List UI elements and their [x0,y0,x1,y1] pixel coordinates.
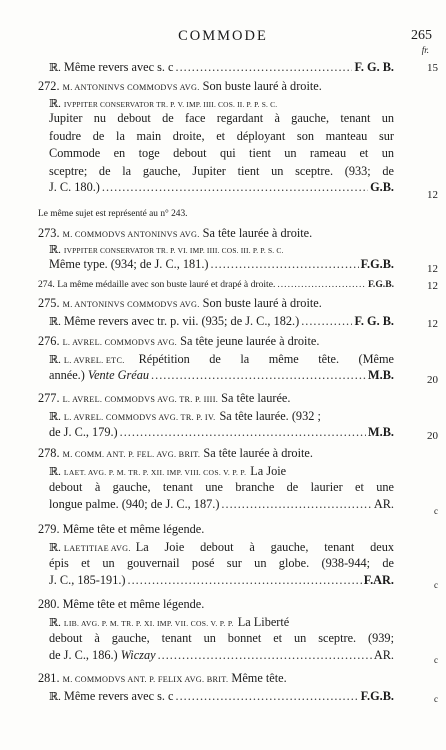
entry-number: 273. [38,226,60,240]
leader-dots [176,60,353,75]
price: 12 [427,318,438,330]
entry-text: Même revers avec tr. p. vii. (935; de J. C., 182.) [63,314,300,328]
obverse-legend: M. COMMODVS ANTONINVS AVG. [62,230,200,239]
reverse-mark: ℝ. [49,691,61,703]
entry-text: Même revers avec s. c [63,60,174,74]
entry-text: de J. C., 179.) [49,425,118,439]
entry-line [38,497,394,512]
reverse-mark: ℝ. [49,62,61,74]
entry-line [38,368,394,383]
reverse-legend-line [38,243,394,256]
leader-dots [211,257,359,272]
reverse-mark: ℝ. [49,354,61,366]
desc-line: La Joie debout à gauche, tenant deux [135,540,394,554]
entry-line [38,615,394,630]
seller-name: Wiczay [120,647,156,662]
desc-line: Jupiter nu debout de face regardant à gauche, tenant un [49,111,394,125]
desc-line: debout à gauche, tenant une branche de laurier et une [49,480,394,494]
entry-number: 276. [38,334,60,348]
entry-272 [38,79,394,195]
desc-line: La Liberté [237,615,290,629]
description [38,630,394,648]
entry-text: Son buste lauré à droite. [202,79,322,93]
reverse-legend: LAETITIAE AVG. [63,544,131,553]
obverse-legend: M. ANTONINVS COMMODVS AVG. [62,300,200,309]
desc-line: Répétition de la même tête. (Même [138,352,394,366]
grade: F.G.B. [360,689,394,703]
price: 12 [427,280,438,292]
reverse-legend-line [38,97,394,110]
entry-text: Sa tête jeune laurée à droite. [180,334,320,348]
grade: AR. [373,647,394,662]
entry-275 [38,296,394,329]
description [38,110,394,180]
leader-dots [151,368,366,383]
price: c [434,506,438,516]
grade: F. G. B. [354,60,394,74]
desc-line: Sa tête laurée. (932 ; [219,409,321,423]
price: 12 [427,189,438,201]
reverse-legend: LAET. AVG. P. M. TR. P. XII. IMP. VIII. COS. V. P. P. [63,468,247,477]
entry-line [38,597,394,612]
reverse-legend: LIB. AVG. P. M. TR. P. XI. IMP. VII. COS. V. P. P. [63,619,234,628]
entry-text: Même tête et même légende. [62,522,205,536]
entry-number: 274. [38,279,55,290]
entry-text: Sa tête laurée à droite. [203,446,313,460]
obverse-legend: L. AVREL. COMMODVS AVG. TR. P. IIII. [62,395,219,404]
desc-line: épis et un gouvernail posé sur un globe. (938-944; de [49,556,394,570]
leader-dots [221,497,371,512]
entry-text: Sa tête laurée. [221,391,291,405]
grade: AR. [373,496,394,511]
entry-line [38,60,394,75]
entry-line [38,464,394,479]
leader-dots [277,279,366,290]
entry-line [38,425,394,440]
entry-277 [38,391,394,440]
price: c [434,580,438,590]
entry-text: Son buste lauré à droite. [202,296,322,310]
reverse-mark: ℝ. [49,617,61,629]
entry-number: 279. [38,522,60,536]
price-unit: fr. [421,45,429,55]
obverse-legend: L. AVREL. COMMODVS AVG. [62,338,178,347]
desc-line: debout à gauche, tenant un bonnet et un sceptre. (939; [49,631,394,645]
entry-text: Même type. (934; de J. C., 181.) [49,257,209,271]
desc-line: foudre de la main droite, et déployant son manteau sur [49,128,394,143]
reverse-mark: ℝ. [49,98,61,110]
price: c [434,655,438,665]
entry-279 [38,522,394,588]
entry-text: de J. C., 186.) [49,647,118,662]
entry-line [38,540,394,555]
entry-continuation [38,60,394,75]
entry-278 [38,446,394,512]
description [38,479,394,497]
entry-276 [38,334,394,383]
entry-273 [38,226,394,272]
entry-text: longue palme. (940; de J. C., 187.) [49,496,220,511]
entry-text: Même revers avec s. c [63,689,174,703]
leader-dots [158,648,372,663]
entry-274 [38,279,394,290]
description [38,555,394,573]
grade: F. G. B. [354,314,394,328]
entry-number: 277. [38,391,60,405]
entry-line [38,671,394,686]
entry-number: 272. [38,79,60,93]
grade: M.B. [368,425,394,439]
entry-line [38,352,394,367]
entry-line [38,314,394,329]
reverse-legend: IVPPITER CONSERVATOR TR. P. V. IMP. IIII. COS. II. P. P. S. C. [63,100,278,109]
leader-dots [120,425,366,440]
entry-number: 275. [38,296,60,310]
cross-reference-note [38,209,394,219]
entry-number: 278. [38,446,60,460]
entry-280 [38,597,394,663]
grade: G.B. [370,180,394,194]
leader-dots [128,573,362,588]
entry-line [38,409,394,424]
entry-text: La même médaille avec son buste lauré et drapé à droite. [57,279,276,290]
desc-line: sceptre; de la gauche, Jupiter tient un sceptre. (933; de [49,163,394,178]
entry-number: 280. [38,597,60,611]
entry-text: J. C. 180.) [49,180,100,194]
obverse-legend: M. COMMODVS ANT. P. FELIX AVG. BRIT. [62,675,229,684]
reverse-mark: ℝ. [49,466,61,478]
entry-number: 281. [38,671,60,685]
obverse-legend: M. ANTONINVS COMMODVS AVG. [62,83,200,92]
entry-line [38,257,394,272]
entry-line [38,446,394,461]
leader-dots [301,314,352,329]
entry-text: Même tête et même légende. [62,597,205,611]
reverse-mark: ℝ. [49,316,61,328]
reverse-legend: IVPPITER CONSERVATOR TR. P. VI. IMP. IIII. COS. III. P. P. S. C. [63,246,284,255]
grade: F.G.B. [360,257,394,271]
entry-text: année.) [49,368,85,382]
reverse-mark: ℝ. [49,542,61,554]
grade: F.G.B. [367,279,394,290]
price: c [434,694,438,704]
desc-line: Commode en toge debout qui tient un rameau et un [49,146,394,160]
reverse-legend: L. AVREL. COMMODVS AVG. TR. P. IV. [63,413,216,422]
reverse-mark: ℝ. [49,244,61,256]
desc-line: La Joie [250,464,287,478]
leader-dots [176,689,359,704]
reverse-mark: ℝ. [49,411,61,423]
entry-text: Même tête. [231,671,287,685]
entry-281 [38,671,394,704]
entry-line [38,296,394,311]
obverse-legend: M. COMM. ANT. P. FEL. AVG. BRIT. [62,450,201,459]
note-text: Le même sujet est représenté au n° 243. [38,209,188,219]
entry-line [38,334,394,349]
page-number: 265 [411,28,432,43]
price: 20 [427,430,438,442]
entry-line [38,648,394,663]
grade: M.B. [368,368,394,382]
leader-dots [102,180,368,195]
entry-text: J. C., 185-191.) [49,572,126,587]
price: 20 [427,374,438,386]
entry-line [38,689,394,704]
entry-line [38,573,394,588]
entry-line [38,522,394,537]
page-title: COMMODE [178,28,268,44]
seller-name: Vente Gréau [87,368,150,382]
entry-line [38,391,394,406]
price: 12 [427,263,438,275]
reverse-legend: L. AVREL. ETC. [63,356,125,365]
price: 15 [427,62,438,74]
entry-line [38,279,394,290]
entry-line [38,226,394,241]
entry-line [38,79,394,94]
entry-text: Sa tête laurée à droite. [202,226,313,240]
grade: F.AR. [363,572,394,587]
entry-line [38,180,394,195]
